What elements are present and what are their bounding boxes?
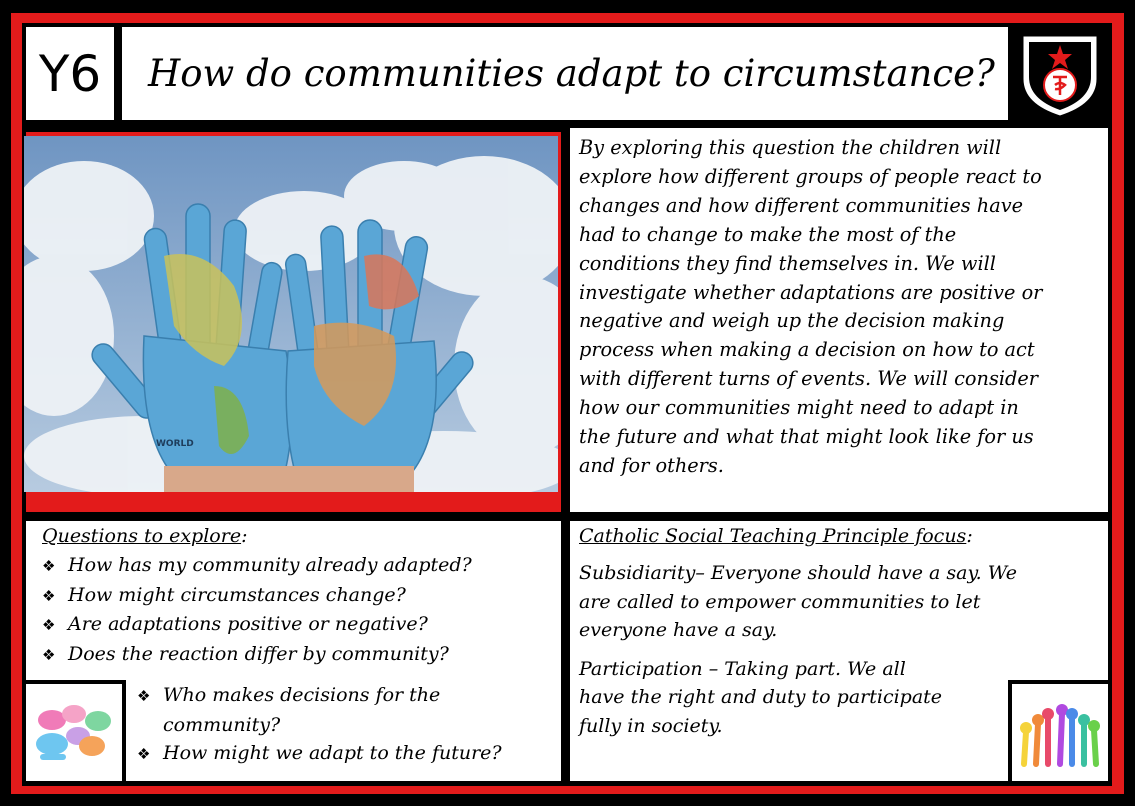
subsidiarity-line: everyone have a say. [579,619,778,641]
participation-line: fully in society. [579,714,723,737]
bullet-icon: ❖ [42,557,56,575]
question-item-continued: community? [163,713,281,736]
description-line: with different turns of events. We will consider [579,367,1038,391]
year-label: Y6 [26,27,114,120]
description-line: the future and what that might look like for us [579,425,1034,449]
speech-bubbles-icon [26,684,122,781]
participation-line: have the right and duty to participate [579,686,943,708]
world-map-hands-photo [24,136,558,492]
cst-heading: Catholic Social Teaching Principle focus: [579,525,973,547]
bullet-icon: ❖ [42,586,56,605]
question-item: ❖ How might circumstances change? [42,581,561,611]
center-divider [561,124,570,786]
question-item: ❖ How might we adapt to the future? [137,739,502,769]
middle-divider [22,512,1112,521]
description-line: changes and how different communities have [579,193,1023,217]
description-line: investigate whether adaptations are positive or [579,280,1043,304]
topic-description [570,128,1108,512]
questions-heading: Questions to explore: [42,525,248,547]
question-item: ❖ Who makes decisions for the [137,681,502,711]
school-crest-logo [1012,27,1108,120]
description-line: how our communities might need to adapt in [579,396,1019,420]
bullet-icon: ❖ [137,745,151,763]
description-line: explore how different groups of people react to [579,164,1042,188]
question-item: ❖ Does the reaction differ by community? [42,640,561,670]
subsidiarity-line: Subsidiarity– Everyone should have a say. We [579,562,1017,584]
raised-hands-icon [1012,684,1108,781]
extra-questions [137,681,502,769]
subsidiarity-line: are called to empower communities to let [579,590,981,613]
participation-line: Participation – Taking part. We all [579,657,906,680]
bottom-edge [22,781,1112,786]
page-title: How do communities adapt to circumstance? [122,27,1008,120]
description-line: By exploring this question the children will [579,136,1002,159]
description-line: and for others. [579,453,724,477]
world-map-label: WORLD [156,439,194,449]
description-line: negative and weigh up the decision making [579,309,1005,333]
description-line: process when making a decision on how to act [579,338,1035,362]
bullet-icon: ❖ [42,616,56,634]
question-item: ❖ How has my community already adapted? [42,551,561,581]
bullet-icon: ❖ [137,687,151,705]
description-line: conditions they find themselves in. We will [579,251,996,275]
description-line: had to change to make the most of the [579,222,957,246]
bullet-icon: ❖ [42,645,56,664]
question-item: ❖ Are adaptations positive or negative? [42,610,561,640]
